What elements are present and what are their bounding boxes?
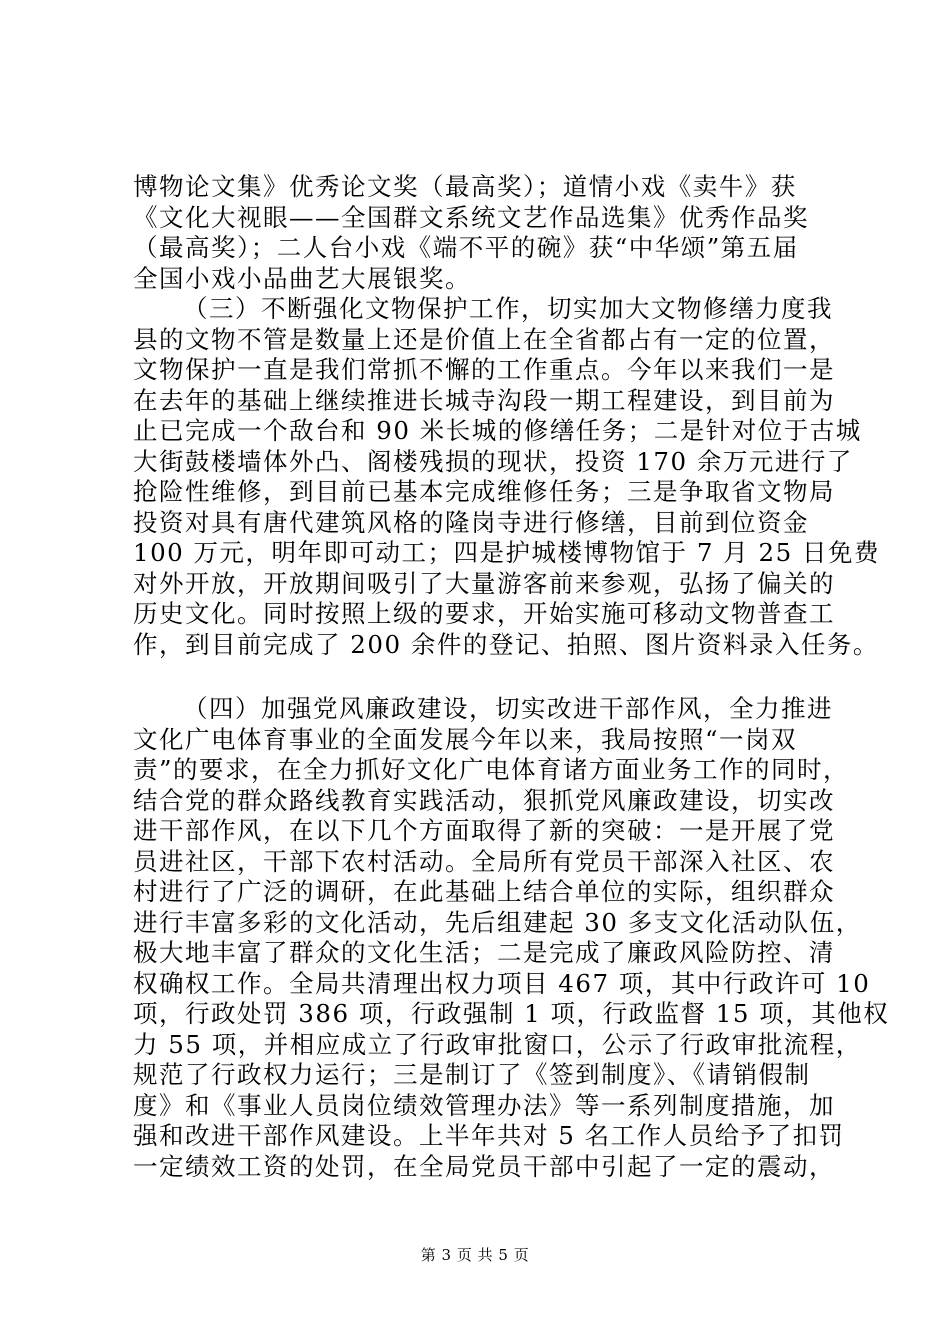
text-line: 投资对具有唐代建筑风格的隆岗寺进行修缮，目前到位资金 [133, 507, 809, 537]
text-line: 员进社区，干部下农村活动。全局所有党员干部深入社区、农 [133, 846, 835, 876]
text-line: 责”的要求，在全力抓好文化广电体育诸方面业务工作的同时， [133, 755, 850, 784]
text-line: 度》和《事业人员岗位绩效管理办法》等一系列制度措施，加 [133, 1090, 835, 1120]
text-line: （三）不断强化文物保护工作，切实加大文物修缮力度我 [183, 294, 833, 323]
paragraph-cultural-relics [133, 294, 880, 660]
text-line: 历史文化。同时按照上级的要求，开始实施可移动文物普查工 [133, 599, 835, 628]
text-line: 《文化大视眼——全国群文系统文艺作品选集》优秀作品奖 [133, 202, 809, 232]
text-line: 博物论文集》优秀论文奖（最高奖）；道情小戏《卖牛》获 [133, 172, 797, 201]
document-body [133, 172, 890, 1182]
text-line: 大街鼓楼墙体外凸、阁楼残损的现状，投资 170 余万元进行了 [133, 446, 853, 476]
text-line: 100 万元，明年即可动工；四是护城楼博物馆于 7 月 25 日免费 [133, 538, 880, 567]
text-line: 极大地丰富了群众的文化生活；二是完成了廉政风险防控、清 [133, 938, 835, 967]
text-line: 作，到目前完成了 200 余件的登记、拍照、图片资料录入任务。 [133, 629, 879, 659]
text-line: 进行丰富多彩的文化活动，先后组建起 30 多支文化活动队伍， [133, 907, 862, 937]
text-line: 强和改进干部作风建设。上半年共对 5 名工作人员给予了扣罚 [133, 1121, 845, 1150]
text-line: 抢险性维修，到目前已基本完成维修任务；三是争取省文物局 [133, 477, 835, 506]
text-line: 全国小戏小品曲艺大展银奖。 [133, 263, 471, 293]
paragraph-party-conduct [133, 694, 890, 1182]
paragraph-continuation [133, 172, 823, 294]
text-line: 进干部作风，在以下几个方面取得了新的突破：一是开展了党 [133, 816, 835, 845]
text-line: 文化广电体育事业的全面发展今年以来，我局按照“一岗双 [133, 724, 798, 754]
text-line: 一定绩效工资的处罚，在全局党员干部中引起了一定的震动， [133, 1151, 835, 1181]
text-line: 在去年的基础上继续推进长城寺沟段一期工程建设，到目前为 [133, 385, 835, 415]
text-line: （最高奖）；二人台小戏《端不平的碗》获“中华颂”第五届 [133, 233, 799, 262]
text-line: 村进行了广泛的调研，在此基础上结合单位的实际，组织群众 [133, 877, 835, 906]
text-line: （四）加强党风廉政建设，切实改进干部作风，全力推进 [183, 694, 833, 723]
page-number-footer: 第 3 页 共 5 页 [420, 1246, 530, 1264]
text-line: 文物保护一直是我们常抓不懈的工作重点。今年以来我们一是 [133, 355, 835, 384]
text-line: 规范了行政权力运行；三是制订了《签到制度》、《请销假制 [133, 1060, 811, 1089]
text-line: 对外开放，开放期间吸引了大量游客前来参观，弘扬了偏关的 [133, 568, 835, 598]
text-line: 止已完成一个敌台和 90 米长城的修缮任务；二是针对位于古城 [133, 416, 862, 445]
text-line: 结合党的群众路线教育实践活动，狠抓党风廉政建设，切实改 [133, 785, 835, 815]
text-line: 县的文物不管是数量上还是价值上在全省都占有一定的位置， [133, 324, 835, 354]
text-line: 项，行政处罚 386 项，行政强制 1 项，行政监督 15 项，其他权 [133, 999, 890, 1028]
text-line: 力 55 项，并相应成立了行政审批窗口，公示了行政审批流程， [133, 1029, 862, 1059]
text-line: 权确权工作。全局共清理出权力项目 467 项，其中行政许可 10 [133, 968, 871, 998]
paragraph-spacer [133, 660, 823, 694]
